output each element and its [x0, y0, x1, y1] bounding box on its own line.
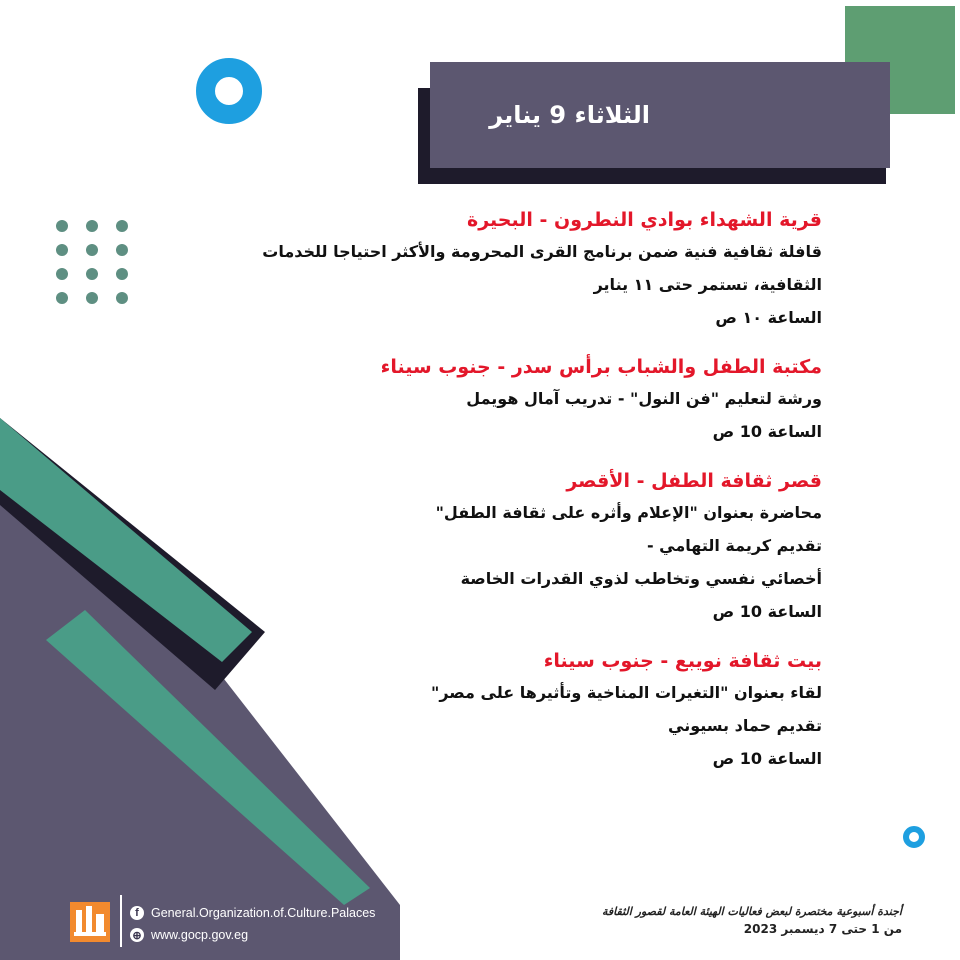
event-item [142, 646, 822, 775]
footer-divider [120, 895, 122, 947]
event-presenter: تقديم كريمة التهامي - [646, 536, 822, 555]
agenda-line-2: من 1 حتى 7 ديسمبر 2023 [743, 922, 902, 936]
agenda-caption [602, 904, 902, 938]
events-list [142, 205, 822, 793]
event-title: قرية الشهداء بوادي النطرون - البحيرة [467, 209, 822, 231]
social-links [130, 902, 375, 946]
event-description: لقاء بعنوان "التغيرات المناخية وتأثيرها على مصر" [431, 683, 822, 702]
event-item [142, 466, 822, 628]
date-title: الثلاثاء 9 يناير [489, 101, 650, 129]
event-description: قافلة ثقافية فنية ضمن برنامج القرى المحرومة والأكثر احتياجا للخدمات [262, 242, 822, 261]
event-description: ورشة لتعليم "فن النول" - تدريب آمال هويمل [466, 389, 822, 408]
website-text: www.gocp.gov.eg [151, 928, 249, 942]
event-time: الساعة 10 ص [712, 749, 822, 768]
globe-icon: ⊕ [130, 928, 144, 942]
facebook-text: General.Organization.of.Culture.Palaces [151, 906, 376, 920]
small-blue-ring-decoration [903, 826, 925, 848]
event-description: محاضرة بعنوان "الإعلام وأثره على ثقافة الطفل" [435, 503, 822, 522]
event-title: قصر ثقافة الطفل - الأقصر [566, 470, 822, 492]
event-presenter-role: أخصائي نفسي وتخاطب لذوي القدرات الخاصة [460, 569, 822, 588]
event-time: الساعة ١٠ ص [715, 308, 822, 327]
website-link[interactable] [130, 924, 375, 946]
event-title: بيت ثقافة نويبع - جنوب سيناء [543, 650, 822, 672]
event-presenter: تقديم حماد بسيوني [668, 716, 822, 735]
event-time: الساعة 10 ص [712, 602, 822, 621]
facebook-icon: f [130, 906, 144, 920]
event-time: الساعة 10 ص [712, 422, 822, 441]
event-item [142, 205, 822, 334]
facebook-link[interactable] [130, 902, 375, 924]
agenda-line-1: أجندة أسبوعية مختصرة لبعض فعاليات الهيئة العامة لقصور الثقافة [602, 905, 902, 918]
event-description: الثقافية، تستمر حتى ١١ يناير [593, 275, 822, 294]
event-title: مكتبة الطفل والشباب برأس سدر - جنوب سيناء [380, 356, 822, 378]
event-item [142, 352, 822, 448]
organization-logo [70, 902, 110, 942]
